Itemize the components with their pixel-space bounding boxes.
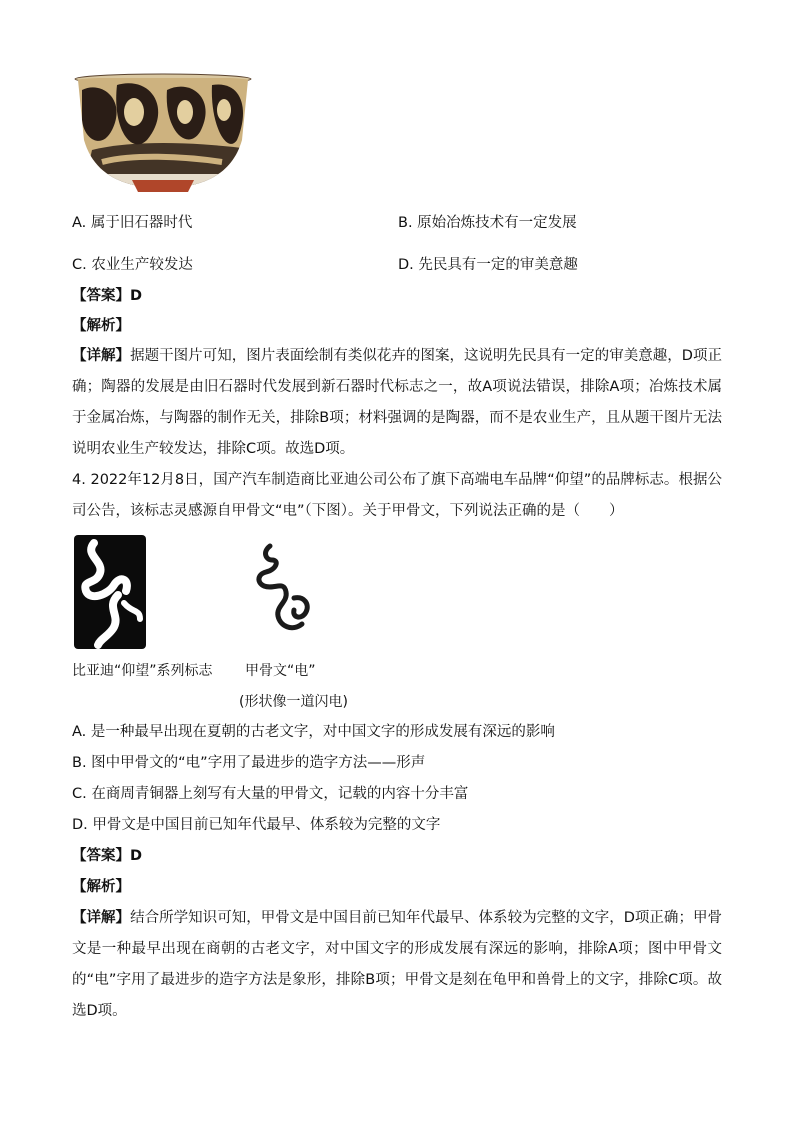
caption-oracle-glyph-note: (形状像一道闪电) — [239, 694, 348, 710]
oracle-bone-dian-glyph-image — [250, 540, 318, 640]
q4-detail-label: 【详解】 — [72, 910, 131, 926]
q4-detail-text: 结合所学知识可知，甲骨文是中国目前已知年代最早、体系较为完整的文字，D项正确；甲骨文是一种最早出现在商朝的古老文字，对中国文字的形成发展有深远的影响，排除A项；图中甲骨文的“电”字用了最进步的造字方法是象形，排除B项；甲骨文是刻在龟甲和兽骨上的文字，排除C项。故选D项。 — [72, 910, 722, 1019]
q4-option-c: C. 在商周青铜器上刻写有大量的甲骨文，记载的内容十分丰富 — [72, 786, 469, 802]
caption-oracle-glyph: 甲骨文“电” — [245, 663, 316, 679]
pottery-bowl-image — [72, 70, 254, 194]
q4-option-a: A. 是一种最早出现在夏朝的古老文字，对中国文字的形成发展有深远的影响 — [72, 724, 555, 740]
q3-detail-label: 【详解】 — [72, 348, 131, 364]
q4-analysis-title: 【解析】 — [72, 879, 130, 895]
q3-analysis-title: 【解析】 — [72, 318, 130, 334]
q3-option-b: B. 原始冶炼技术有一定发展 — [398, 215, 577, 231]
q4-option-b: B. 图中甲骨文的“电”字用了最进步的造字方法——形声 — [72, 755, 426, 771]
byd-yangwang-logo-image — [74, 535, 146, 649]
q4-detail — [72, 903, 722, 1027]
q3-detail-text: 据题干图片可知，图片表面绘制有类似花卉的图案，这说明先民具有一定的审美意趣，D项正确；陶器的发展是由旧石器时代发展到新石器时代标志之一，故A项说法错误，排除A项；冶炼技术属于金属冶炼，与陶器的制作无关，排除B项；材料强调的是陶器，而不是农业生产，且从题干图片无法说明农业生产较发达，排除C项。故选D项。 — [72, 348, 722, 457]
q4-option-d: D. 甲骨文是中国目前已知年代最早、体系较为完整的文字 — [72, 817, 441, 833]
q4-answer: 【答案】D — [72, 848, 143, 864]
q3-option-d: D. 先民具有一定的审美意趣 — [398, 257, 578, 273]
q3-option-c: C. 农业生产较发达 — [72, 257, 193, 273]
caption-byd-logo: 比亚迪“仰望”系列标志 — [72, 663, 213, 679]
q4-stem: 4. 2022年12月8日，国产汽车制造商比亚迪公司公布了旗下高端电车品牌“仰望”的品牌标志。根据公司公告，该标志灵感源自甲骨文“电”（下图）。关于甲骨文，下列说法正确的是（ ） — [72, 472, 722, 519]
q3-answer: 【答案】D — [72, 288, 143, 304]
q3-option-a: A. 属于旧石器时代 — [72, 215, 193, 231]
q3-detail — [72, 341, 722, 465]
